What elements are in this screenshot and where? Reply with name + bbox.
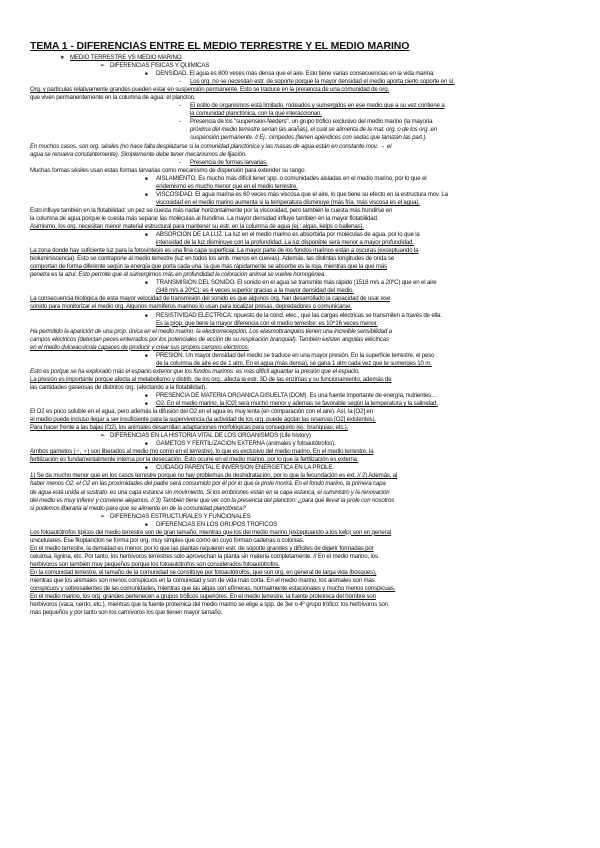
paragraph-line: mientras que los animales son menos conspicuos en la comunidad y son de vida más corta. En el medio marino, los animales son más [30, 577, 375, 585]
paragraph-line: penetra es la azul. Esto permite que al sumergirnos más en profundidad la coloración animal se vuelve homogénea. [30, 271, 326, 279]
paragraph-line: que viven permanentemente en la columna de agua: el plancton. [30, 94, 196, 102]
paragraph-line: si podemos liberarla al medio para que se alimente en de la comunidad planctónica? [30, 504, 246, 512]
bullet-materia-organica-disuelta: ■ PRESENCIA DE MATERIA ORGÁNICA DISUELTA (DOM). Es una fuente importante de energía, nutrientes… [30, 392, 575, 400]
paragraph-line: celulosa, lignina, etc. Por tanto, los herbívoros terrestres sólo aprovechan la planta sin materia completamente. // En el medio marino, los [30, 552, 378, 560]
bullet-continuation: Es la prop. que tiene la mayor diferencia con el medio terrestre: es 10^16 veces menor. [156, 319, 378, 327]
paragraph-line: Ambos gametos (♂, ♀) son liberados al medio (no como en el terrestre), lo que es exclusivo del medio marino. En el medio terrestre, la [30, 448, 374, 456]
paragraph-line: de agua está unida al sustrato: es una capa estanca sin movimiento. Si los embriones están en la capa estanca, el suministro y la renovación [30, 488, 390, 496]
paragraph-line: agua se renueva constantemente). Simplemente debe tener mecanismos de fijación. [30, 150, 247, 158]
paragraph-line: En el medio marino, los org. grandes pertenecen a grupos tróficos superiores. En el medio terrestre, la fuente proteínica del hombre son [30, 593, 376, 601]
paragraph-line: En muchos casos, son org. sésiles (no hace falta desplazarse si la comunidad planctónica y las masas de agua están en constante mov. → el [30, 142, 392, 150]
bullet-transmision-sonido: ■ TRANSMISIÓN DEL SONIDO. El sonido en el agua se transmite más rápido (1518 m/s a 20ºC) que en el aire [30, 279, 575, 287]
paragraph-line: herbívoros (vaca, cerdo, etc.), mientras que la fuente proteínica del medio marino se elige a spp. de 3er o 4º grupo trófico: los herbívoros son [30, 601, 388, 609]
dash-item-continuation: la comunidad planctónica, con la que interaccionan. [190, 110, 322, 118]
paragraph-line: La presión es importante porque afecta al metabolismo y distrib. de los org.: afecta la estr. 3D de las enzimas y su funcionamiento, además de [30, 375, 392, 383]
paragraph-line: En el medio terrestre, la densidad es menor, por lo que las plantas requieren estr. de soporte grandes y difíciles de digerir formadas por [30, 544, 374, 552]
bullet-oxigeno: ■ O2. En el medio marino, la [O2] será mucho menor y además se favorable según la temperatura y la salinidad. [30, 400, 575, 408]
paragraph-line: más pequeños y por tanto son los carnívoros los que tienen mayor tamaño. [30, 609, 223, 617]
paragraph-line: Esto influye también en la flotabilidad: un pez se cuesta más nadar horizontalmente por la viscosidad, pero también le cuesta más hundirse en [30, 206, 393, 214]
bullet-gametos-fertilizacion: ■ GAMETOS Y FERTILIZACIÓN EXTERNA (animales y fotoautótrofos). [30, 440, 575, 448]
paragraph-line: bioluminiscencia). Esto se contrapone al medio terrestre (luz en todos los amb. menos en cuevas). Además, las distintas longitudes de onda se [30, 255, 395, 263]
paragraph-line: el medio puede incluso llegar a ser insuficiente para la supervivencia (la actividad de los org. puede agotar las reservas [O2] existentes). [30, 416, 376, 424]
paragraph-line: la columna de agua porque le cuesta más separar las moléculas al hundirse. La mayor densidad influye también en la mayor flotabilidad. [30, 214, 379, 222]
paragraph-line: Esto es porque se ha explorado más el espacio exterior que los fondos marinos: es más difícil aguantar la presión que el espacio. [30, 367, 360, 375]
paragraph-line: Muchas formas sésiles usan estas formas larvarias como mecanismo de dispersión para extender su rango. [30, 166, 306, 174]
paragraph-line: unicelulares. Ese fitoplancton se forma por org. muy simples que como en cuyo forman cadenas o colonias. [30, 536, 305, 544]
bullet-continuation: (348 m/s a 20ºC): es 4 veces superior gracias a la mayor densidad del medio. [156, 287, 354, 295]
bullet-continuation: de la columna de aire es de 1 atm. En el agua (más densa), se gana 1 atm cada vez que te sumerges 10 m. [156, 359, 432, 367]
bullet-absorcion-luz: ■ ABSORCIÓN DE LA LUZ. La luz en el medio marino es absorbida por moléculas de agua, por lo que la [30, 231, 575, 239]
document-page [30, 40, 575, 617]
dash-item-soporte: - Los org. no se necesitan estr. de soporte porque la mayor densidad el medio aporta cierto soporte en sí. [30, 78, 575, 86]
bullet-densidad: ■ DENSIDAD. El agua es 800 veces más densa que el aire. Esto tiene varias consecuencias en la vida marina: [30, 70, 575, 78]
paragraph-line: sonido para monitorizar el medio org. Algunos mamíferos marinos lo usan para localizar presas, depredadores o comunicarse. [30, 303, 352, 311]
paragraph-line: Los fotoautótrofos típicos del medio terrestre son de gran tamaño, mientras que los del medio marino (exceptuando a los kelp) son en general [30, 528, 391, 536]
dash-item-suspension-feeders: - Presencia de los "suspension-feeders", un grupo trófico exclusivo del medio marino (la mayoría [30, 118, 575, 126]
heading-medio-terrestre-vs-marino: ❖ MEDIO TERRESTRE VS MEDIO MARINO [30, 54, 575, 62]
paragraph-line: La zona donde hay suficiente luz para la fotosíntesis es una fina capa superficial. La mayor parte de los fondos marinos están a oscuras (exceptuando la [30, 247, 419, 255]
heading-historia-vital: ➢ DIFERENCIAS EN LA HISTORIA VITAL DE LOS ORGANISMOS (Life history) [30, 432, 575, 440]
dash-item-continuation: próxima del medio terrestre serían las arañas), el cual se alimenta de la mat. org. o de los org. en [190, 126, 437, 134]
bullet-continuation: endemismo es mucho menor que en el medio terrestre. [156, 182, 298, 190]
bullet-viscosidad: ■ VISCOSIDAD. El agua marina es 60 veces más viscosa que el aire, lo que tiene su efecto en la estructura mov. La [30, 191, 575, 199]
paragraph-line: campos eléctricos (detectan peces enterrados por los potenciales de acción de su respiración branquial). También existen anguilas eléctricas [30, 335, 389, 343]
bullet-cuidado-parental: ■ CUIDADO PARENTAL E INVERSIÓN ENERGÉTICA EN LA PROLE. [30, 464, 575, 472]
heading-estructurales-funcionales: ➢ DIFERENCIAS ESTRUCTURALES Y FUNCIONALES [30, 513, 575, 521]
paragraph-line: La consecuencia biológica de esta mayor velocidad de transmisión del sonido es que algunos org. han desarrollado la capacidad de usar ese [30, 295, 391, 303]
paragraph-line: haber menos O2, el O2 en las proximidades del padre será consumido por él por lo que la prole morirá. En el fondo marino, la primera capa [30, 480, 386, 488]
dash-item-formas-larvarias: - Presencia de formas larvarias. [30, 159, 575, 167]
paragraph-line: Asimismo, los org. necesitan menor material estructural para mantener su estr. en la columna de agua (ej.: algas, kelps o ballenas). [30, 222, 364, 230]
paragraph-line: las cantidades gaseosas de distintos org. (afectando a la flotabilidad). [30, 383, 207, 391]
paragraph-line: 1) Se da mucho menor que en los casos terrestre porque no hay problemas de deshidratación, por lo que la fecundación es ext. // 2) Además, al [30, 472, 398, 480]
paragraph-line: En la comunidad terrestre, el tamaño de la comunidad se constituye por fotoautótrofos, que son org. en general de larga vida (bosques), [30, 569, 377, 576]
bullet-resistividad-electrica: ■ RESISTIVIDAD ELÉCTRICA: opuesto de la cond. elec., que las cargas eléctricas se transmiten a través de ella. [30, 312, 575, 320]
bullet-continuation: intensidad de la luz disminuye con la profundidad. La luz disponible será menor a mayor profundidad. [156, 239, 414, 247]
bullet-continuation: viscosidad en el medio marino aumenta si la temperatura disminuye (más fría, más viscosa es el agua). [156, 198, 420, 206]
paragraph-line: herbívoros son también muy pequeños porque los fotoautótrofos son considerados fotoautótrofos. [30, 560, 280, 568]
paragraph-line: del medio es muy inferior y conviene alejarnos. // 3) También tiene que ver con la presencia del plancton: ¿para qué llevar la prole con nosotros [30, 496, 395, 504]
document-title: TEMA 1 - DIFERENCIAS ENTRE EL MEDIO TERRESTRE Y EL MEDIO MARINO [30, 40, 410, 52]
paragraph-line: comportan de forma diferente según la energía que porta cada una: la que más rápidamente se absorbe es la roja, mientras que la que más [30, 263, 387, 271]
bullet-aislamiento: ■ AISLAMIENTO. Es mucho más difícil tener spp. o comunidades aisladas en el medio marino, por lo que el [30, 175, 575, 183]
bullet-grupos-troficos: ■ DIFERENCIAS EN LOS GRUPOS TRÓFICOS [30, 521, 575, 529]
heading-diferencias-fisicas-quimicas: ➢ DIFERENCIAS FÍSICAS Y QUÍMICAS [30, 62, 575, 70]
paragraph-line: Org. y partículas relativamente grandes pueden estar en suspensión permanente. Esto se traduce en la presencia de una comunidad de org. [30, 86, 390, 94]
paragraph-line: en el medio dulceacuícola capaces de producir y crear sus propios campos eléctricos. [30, 343, 250, 351]
paragraph-line: Ha permitido la aparición de una prop. única en el medio marino: la electrorrecepción. Los elasmobranquios tienen una increíble sensibilidad a [30, 327, 392, 335]
paragraph-line: fertilización es fundamentalmente interna por la desecación. Esto ocurre en el medio marino, por lo que la fertilización es externa. [30, 456, 359, 464]
paragraph-line: El O2 es poco soluble en el agua, pero además la difusión del O2 en el agua es muy lenta (en comparación con el aire). Así, la [O2] en [30, 408, 373, 416]
dash-item-estilo: - El estilo de organismos está limitado, rodeados y sumergidos en ese medio que a su vez contiene a [30, 102, 575, 110]
bullet-presion: ■ PRESIÓN. Un mayor densidad del medio se traduce en una mayor presión. En la superficie terrestre, el peso [30, 352, 575, 360]
paragraph-line: conspicuos y sobresalientes de las comunidades, mientras que las algas son efímeras, normalmente estacionales y mucho menos conspicuas. [30, 585, 396, 593]
paragraph-line: Para hacer frente a las bajas [O2], los animales desarrollan adaptaciones morfológicas para conseguirlo (ej.: branquias, etc.). [30, 424, 349, 432]
dash-item-continuation: suspensión permanente. // Ej.: cirripedos (tienen apéndices con sedas que tamizan las part.). [190, 134, 427, 142]
